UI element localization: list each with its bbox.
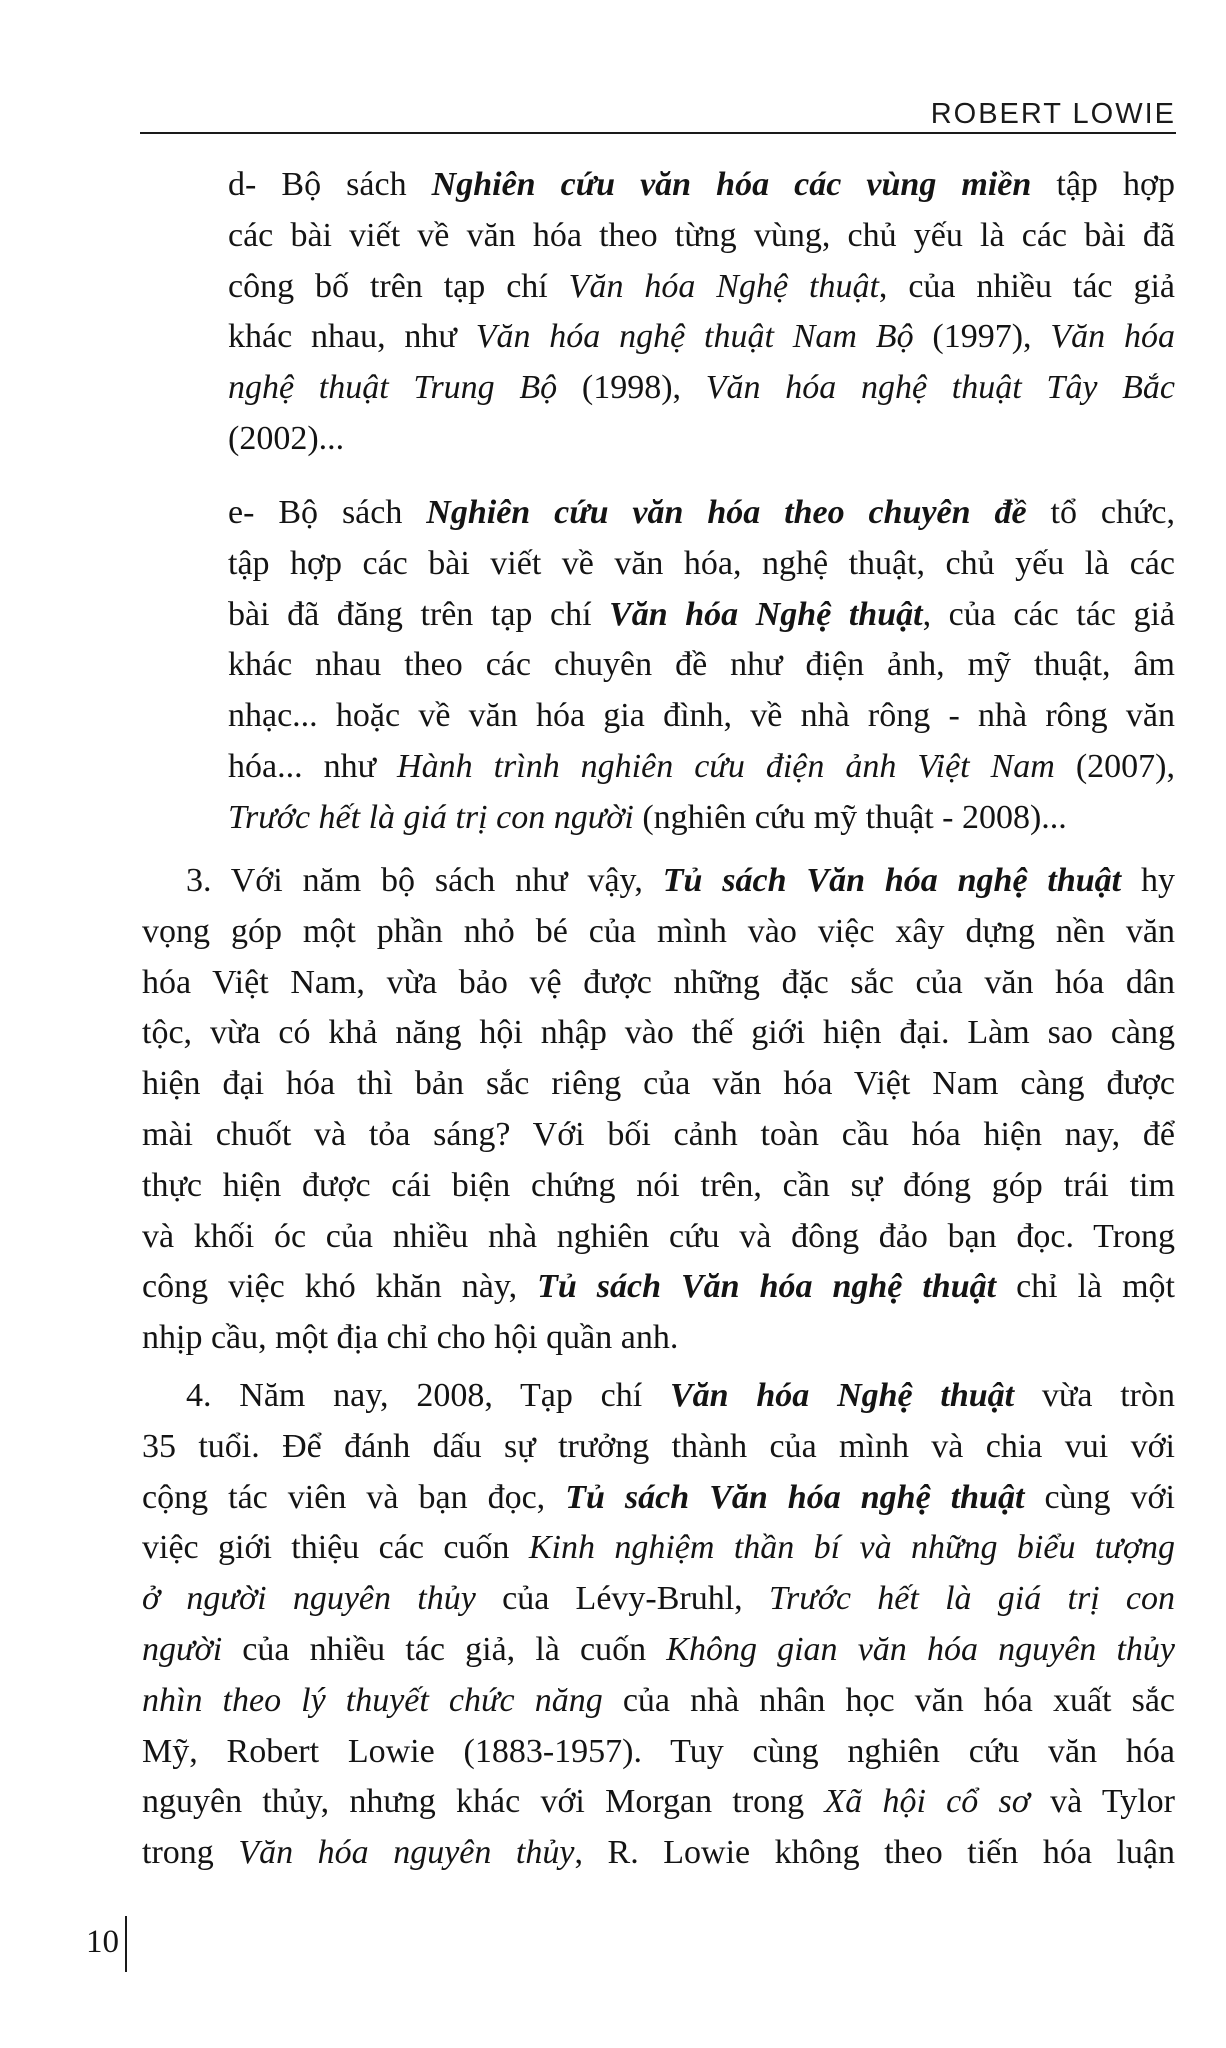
text-run: công bố trên tạp chí [228,267,569,305]
italic-title: Kinh nghiệm thần bí và những biểu tượng [528,1529,1175,1567]
text-run: (1998), [557,369,706,407]
text-run: tập hợp [1031,166,1175,203]
text-line [142,1523,1175,1574]
paragraph-3 [142,856,1175,1364]
text-line: nhịp cầu, một địa chỉ cho hội quần anh. [142,1319,679,1357]
text-run: d- Bộ sách [228,166,432,203]
text-line: 35 tuổi. Để đánh dấu sự trưởng thành của mình và chia vui với [142,1427,1175,1465]
text-line [228,793,1175,844]
text-line: tập hợp các bài viết về văn hóa, nghệ thuật, chủ yếu là các [228,544,1175,582]
item-e-paragraph [228,488,1175,844]
text-run: , của nhiều tác giả [878,267,1175,305]
bold-italic-title: Văn hóa Nghệ thuật [609,595,923,633]
italic-title: người [142,1630,223,1668]
text-run: e- Bộ sách [228,494,427,531]
text-run: nguyên thủy, nhưng khác với Morgan trong [142,1783,825,1821]
page-number: 10 [86,1924,119,1960]
text-line [142,1473,1175,1524]
text-line [228,312,1175,363]
text-line: thực hiện được cái biện chứng nói trên, cần sự đóng góp trái tim [142,1166,1175,1204]
text-line [228,363,1175,414]
italic-title: Không gian văn hóa nguyên thủy [666,1630,1175,1668]
text-line [228,488,1175,539]
text-line: nhạc... hoặc về văn hóa gia đình, về nhà rông - nhà rông văn [228,697,1175,735]
text-line [142,1574,1175,1625]
italic-title: Văn hóa nguyên thủy [238,1834,575,1872]
item-d-paragraph [228,160,1175,465]
text-run: cộng tác viên và bạn đọc, [142,1478,566,1516]
text-run: , R. Lowie không theo tiến hóa luận [574,1834,1175,1872]
text-line [142,1828,1175,1879]
italic-title: Văn hóa Nghệ thuật [568,267,879,305]
text-line [142,1371,1175,1422]
text-line [228,590,1175,641]
text-run: bài đã đăng trên tạp chí [228,595,610,633]
text-run: (2007), [1054,747,1175,785]
text-run: của nhiều tác giả, là cuốn [222,1630,667,1668]
text-run: vừa tròn [1014,1377,1176,1414]
text-line [142,1625,1175,1676]
text-line [142,1676,1175,1727]
text-line [228,262,1175,313]
folio-rule [125,1916,127,1972]
text-run: trong [142,1834,239,1872]
text-line: tộc, vừa có khả năng hội nhập vào thế giới hiện đại. Làm sao càng [142,1014,1175,1052]
text-line [228,742,1175,793]
text-run: công việc khó khăn này, [142,1268,538,1306]
header-rule [140,132,1176,134]
italic-title: Xã hội cổ sơ [824,1783,1030,1821]
paragraph-4 [142,1371,1175,1879]
bold-italic-title: Nghiên cứu văn hóa theo chuyên đề [426,494,1027,531]
text-run: cùng với [1024,1478,1175,1516]
text-run: 3. Với năm bộ sách như vậy, [186,862,663,899]
text-line [142,1777,1175,1828]
text-line: hóa Việt Nam, vừa bảo vệ được những đặc sắc của văn hóa dân [142,963,1175,1001]
text-run: (nghiên cứu mỹ thuật - 2008)... [633,798,1067,836]
text-run: , của các tác giả [922,595,1175,633]
text-line: (2002)... [228,419,345,457]
italic-title: Hành trình nghiên cứu điện ảnh Việt Nam [397,747,1055,785]
italic-title: ở người nguyên thủy [142,1580,476,1618]
text-line: khác nhau theo các chuyên đề như điện ảnh, mỹ thuật, âm [228,646,1175,684]
italic-title: Văn hóa nghệ thuật Nam Bộ [475,318,914,356]
italic-title: Văn hóa [1050,318,1175,356]
bold-italic-title: Tủ sách Văn hóa nghệ thuật [565,1478,1025,1516]
text-line [142,856,1175,907]
italic-title: Trước hết là giá trị con người [228,798,634,836]
text-run: khác nhau, như [228,318,476,356]
text-line: Mỹ, Robert Lowie (1883-1957). Tuy cùng nghiên cứu văn hóa [142,1732,1175,1770]
text-line: và khối óc của nhiều nhà nghiên cứu và đông đảo bạn đọc. Trong [142,1217,1175,1255]
text-line: hiện đại hóa thì bản sắc riêng của văn hóa Việt Nam càng được [142,1065,1175,1103]
running-head: ROBERT LOWIE [930,98,1176,130]
text-run: và Tylor [1029,1783,1175,1821]
text-run: của nhà nhân học văn hóa xuất sắc [602,1681,1175,1719]
italic-title: Văn hóa nghệ thuật Tây Bắc [705,369,1175,407]
text-run: tổ chức, [1026,494,1176,531]
text-run: việc giới thiệu các cuốn [142,1529,529,1567]
italic-title: nghệ thuật Trung Bộ [228,369,558,407]
text-line: vọng góp một phần nhỏ bé của mình vào việc xây dựng nền văn [142,912,1175,950]
text-run: 4. Năm nay, 2008, Tạp chí [186,1377,670,1414]
text-run: hy [1121,862,1175,899]
text-run: (1997), [913,318,1051,356]
text-run: của Lévy-Bruhl, [475,1580,769,1618]
bold-italic-title: Tủ sách Văn hóa nghệ thuật [662,862,1122,899]
bold-italic-title: Nghiên cứu văn hóa các vùng miền [431,166,1032,203]
italic-title: Trước hết là giá trị con [768,1580,1175,1618]
text-line: mài chuốt và tỏa sáng? Với bối cảnh toàn cầu hóa hiện nay, để [142,1115,1175,1153]
text-line [228,160,1175,211]
text-run: hóa... như [228,747,398,785]
bold-italic-title: Tủ sách Văn hóa nghệ thuật [537,1268,997,1306]
italic-title: nhìn theo lý thuyết chức năng [142,1681,603,1719]
bold-italic-title: Văn hóa Nghệ thuật [670,1377,1015,1414]
text-run: chỉ là một [996,1268,1175,1306]
text-line: các bài viết về văn hóa theo từng vùng, chủ yếu là các bài đã [228,216,1175,254]
text-line [142,1262,1175,1313]
